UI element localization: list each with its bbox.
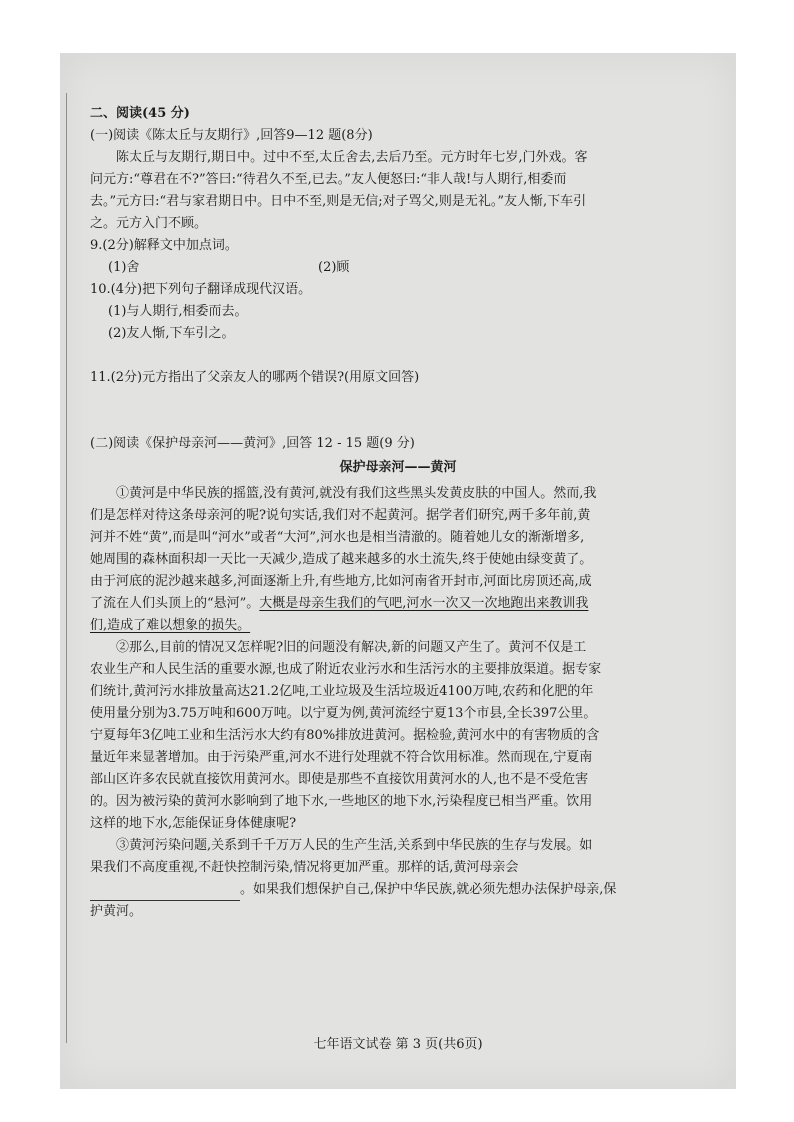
exam-page <box>60 53 736 1089</box>
page-footer: 七年语文试卷 第 3 页(共6页) <box>313 1037 483 1052</box>
article-title: 保护母亲河——黄河 <box>339 460 457 475</box>
section-heading: 二、阅读(45 分) <box>90 106 190 121</box>
paragraph-text: 。如果我们想保护自己,保护中华民族,就必须先想办法保护母亲,保 <box>240 882 617 897</box>
paragraph-line: ③黄河污染问题,关系到千千万万人民的生产生活,关系到中华民族的生存与发展。如 <box>116 838 593 853</box>
underlined-sentence: 大概是母亲生我们的气吧,河水一次又一次地跑出来教训我 <box>259 596 589 611</box>
paragraph-line: 使用量分别为3.75万吨和600万吨。以宁夏为例,黄河流经宁夏13个市县,全长397公里。 <box>90 706 597 721</box>
underlined-sentence-end: 们,造成了难以想象的损失。 <box>90 618 251 633</box>
paragraph-line: 量近年来显著增加。由于污染严重,河水不进行处理就不符合饮用标准。然而现在,宁夏南 <box>90 750 593 765</box>
paragraph-1 <box>90 483 706 637</box>
paragraph-line: 们是怎样对待这条母亲河的呢?说句实话,我们对不起黄河。据学者们研究,两千多年前,黄 <box>90 508 591 523</box>
question-11: 11.(2分)元方指出了父亲友人的哪两个错误?(用原文回答) <box>90 370 420 385</box>
reading-section <box>90 103 706 923</box>
question-9-item-b: (2)顾 <box>318 260 350 275</box>
classical-line: 问元方:“尊君在不?”答曰:“待君久不至,已去。”友人便怒曰:“非人哉!与人期行,相委而 <box>90 172 567 187</box>
paragraph-line: 的。因为被污染的黄河水影响到了地下水,一些地区的地下水,污染程度已相当严重。饮用 <box>90 794 593 809</box>
answer-blank[interactable] <box>90 886 240 901</box>
paragraph-line: 护黄河。 <box>90 904 143 919</box>
classical-line: 去。”元方曰:“君与家君期日中。日中不至,则是无信;对子骂父,则是无礼。”友人惭,下车引 <box>90 194 587 209</box>
paragraph-3 <box>90 835 706 923</box>
question-10-item-a: (1)与人期行,相委而去。 <box>108 304 248 319</box>
question-9-item-a: (1)舍 <box>108 260 140 275</box>
paragraph-line: ②那么,目前的情况又怎样呢?旧的问题没有解决,新的问题又产生了。黄河不仅是工 <box>116 640 587 655</box>
paragraph-2 <box>90 637 706 835</box>
paragraph-line: 农业生产和人民生活的重要水源,也成了附近农业污水和生活污水的主要排放渠道。据专家 <box>90 662 602 677</box>
question-9-items <box>90 257 528 279</box>
paragraph-line: 由于河底的泥沙越来越多,河面逐渐上升,有些地方,比如河南省开封市,河面比房顶还高,成 <box>90 574 592 589</box>
part2-heading: (二)阅读《保护母亲河——黄河》,回答 12 - 15 题(9 分) <box>90 436 415 451</box>
paragraph-line: 们统计,黄河污水排放量高达21.2亿吨,工业垃圾及生活垃圾近4100万吨,农药和化肥的年 <box>90 684 594 699</box>
classical-text <box>90 147 706 235</box>
classical-line: 之。元方入门不顾。 <box>90 216 208 231</box>
paragraph-line: 宁夏每年3亿吨工业和生活污水大约有80%排放进黄河。据检验,黄河水中的有害物质的含 <box>90 728 600 743</box>
paragraph-text: 了流在人们头顶上的“悬河”。 <box>90 596 260 611</box>
paragraph-line: ①黄河是中华民族的摇篮,没有黄河,就没有我们这些黑头发黄皮肤的中国人。然而,我 <box>116 486 597 501</box>
paragraph-line <box>90 879 706 901</box>
page-fold-line <box>66 93 67 1043</box>
paragraph-line: 她周围的森林面积却一天比一天减少,造成了越来越多的水土流失,终于使她由绿变黄了。 <box>90 552 593 567</box>
question-10: 10.(4分)把下列句子翻译成现代汉语。 <box>90 282 312 297</box>
paragraph-line: 部山区许多农民就直接饮用黄河水。即使是那些不直接饮用黄河水的人,也不是不受危害 <box>90 772 589 787</box>
paragraph-line <box>90 615 706 637</box>
paragraph-line: 这样的地下水,怎能保证身体健康呢? <box>90 816 297 831</box>
paragraph-line: 果我们不高度重视,不赶快控制污染,情况将更加严重。那样的话,黄河母亲会 <box>90 860 519 875</box>
question-10-item-b: (2)友人惭,下车引之。 <box>108 326 235 341</box>
classical-line: 陈太丘与友期行,期日中。过中不至,太丘舍去,去后乃至。元方时年七岁,门外戏。客 <box>116 150 588 165</box>
paragraph-line <box>90 593 706 615</box>
part1-heading: (一)阅读《陈太丘与友期行》,回答9—12 题(8分) <box>90 128 373 143</box>
question-9: 9.(2分)解释文中加点词。 <box>90 238 238 253</box>
paragraph-line: 河并不姓“黄”,而是叫“河水”或者“大河”,河水也是相当清澈的。随着她儿女的渐渐增多, <box>90 530 585 545</box>
